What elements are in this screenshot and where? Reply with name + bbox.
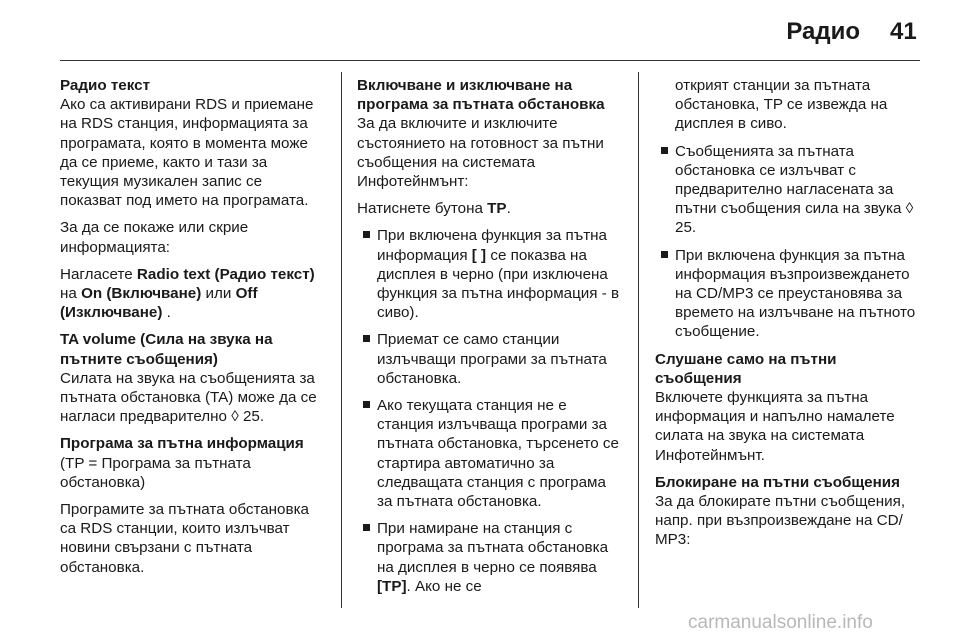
text: . xyxy=(162,304,171,322)
heading-ta-volume: TA volume (Сила на звука на пътните съобщения) xyxy=(60,331,273,368)
heading-block-traffic: Блокиране на пътни съобщения xyxy=(655,473,901,491)
page-reference-icon: ◊ xyxy=(905,200,914,218)
paragraph: За да включите и изключите състоянието на готовност за пътни съобщения на системата Инфотейнмънт: xyxy=(357,115,604,191)
header-divider xyxy=(60,60,920,61)
list-item xyxy=(357,519,621,596)
bullet-list xyxy=(357,226,621,596)
text: Силата на звука на съобщенията за пътната обстановка (TA) може да се нагласи предварително xyxy=(60,369,317,426)
menu-term: Off (Изключване) xyxy=(60,285,258,322)
page-number: 41 xyxy=(890,18,917,45)
heading-traffic-program: Програма за пътна информация xyxy=(60,435,304,453)
heading-radio-text: Радио текст xyxy=(60,77,151,94)
list-item: При включена функция за пътна информация възпроизвеждането на CD/MP3 се преустановява за времето на излъчване на пътното съобщение. xyxy=(655,246,923,342)
paragraph-setting xyxy=(60,265,324,323)
page-reference-icon: ◊ xyxy=(231,408,239,426)
column-1 xyxy=(60,76,324,585)
list-item: Приемат се само станции излъчващи програми за пътната обстановка. xyxy=(357,330,621,388)
paragraph xyxy=(357,199,621,218)
menu-term: On (Включване) xyxy=(81,285,202,303)
paragraph: Програмите за пътната обстановка са RDS станции, които излъчват новини свързани с пътната обстановка. xyxy=(60,501,309,576)
paragraph: Ако са активирани RDS и приемане на RDS станция, информацията за програмата, която в момента може да се приеме, както и тази за текущия музикален запис се показват под името на програмата. xyxy=(60,96,314,210)
heading-traffic-toggle: Включване и изключване на програма за пътната обстановка xyxy=(357,77,605,114)
display-symbol: [TP] xyxy=(377,577,407,595)
column-divider-1 xyxy=(341,72,342,608)
page-header-title: Радио xyxy=(786,18,860,45)
text: . Ако не се xyxy=(406,577,482,595)
text: Натиснете бутона xyxy=(357,200,488,218)
list-item xyxy=(357,226,621,322)
page-reference: 25. xyxy=(242,408,265,426)
paragraph xyxy=(60,369,324,427)
text: Съобщенията за пътната обстановка се излъчват с предварително нагласената за пътни съобщения сила на звука xyxy=(675,142,902,218)
text: или xyxy=(201,285,236,303)
column-3 xyxy=(655,76,923,558)
text: При намиране на станция с програма за пътната обстановка на дисплея в черно се появява xyxy=(377,520,609,576)
page-reference: 25. xyxy=(675,219,697,237)
text: . xyxy=(506,200,511,218)
button-term: TP xyxy=(487,200,507,218)
column-divider-2 xyxy=(638,72,639,608)
watermark: carmanualsonline.info xyxy=(688,612,873,633)
display-symbol: [ ] xyxy=(471,246,487,264)
paragraph: Включете функцията за пътна информация и напълно намалете силата на звука на системата Инфотейнмънт. xyxy=(655,389,895,464)
text: на xyxy=(60,285,82,303)
list-item: Ако текущата станция не е станция излъчваща програми за пътната обстановка, търсенето се стартира автоматично за следващата станция с програма за пътната обстановка. xyxy=(357,396,621,511)
text: При включена функция за пътна информация xyxy=(377,227,607,264)
list-item xyxy=(655,142,923,238)
list-item-continuation: открият станции за пътната обстановка, TP се извежда на дисплея в сиво. xyxy=(675,77,888,133)
text: Нагласете xyxy=(60,265,137,283)
menu-term: Radio text (Радио текст) xyxy=(136,265,315,283)
text: се показва на дисплея в черно (при изключена функция за пътна информация - в сиво). xyxy=(377,246,620,322)
heading-traffic-only: Слушане само на пътни съобщения xyxy=(655,350,837,387)
paragraph: За да се покаже или скрие информацията: xyxy=(60,219,249,256)
paragraph: За да блокирате пътни съобщения, напр. при възпроизвеждане на CD/ MP3: xyxy=(655,493,906,549)
column-2 xyxy=(357,76,621,604)
paragraph: (TP = Програма за пътната обстановка) xyxy=(60,454,251,491)
bullet-list xyxy=(655,76,923,342)
